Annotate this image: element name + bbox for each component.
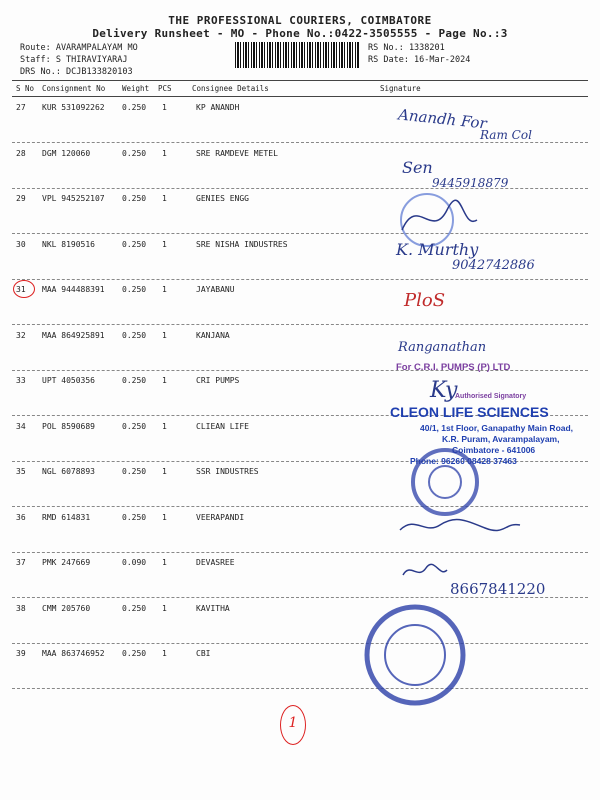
company-title: THE PROFESSIONAL COURIERS, COIMBATORE — [168, 14, 432, 27]
cell-weight: 0.250 — [122, 467, 147, 476]
cell-sno: 32 — [16, 330, 26, 340]
cell-sno: 39 — [16, 649, 26, 658]
signature-27b: Ram Col — [480, 128, 532, 142]
signature-28: Sen — [402, 158, 433, 177]
signature-32: Ranganathan — [398, 340, 487, 355]
cell-pcs: 1 — [162, 603, 167, 613]
cell-sno: 30 — [16, 239, 26, 249]
cell-weight: 0.250 — [122, 285, 147, 294]
bottom-red-mark — [280, 705, 306, 745]
runsheet-subtitle: Delivery Runsheet - MO - Phone No.:0422-3505555 - Page No.:3 — [92, 27, 508, 40]
col-consignment: Consignment No — [42, 84, 106, 93]
col-weight: Weight — [122, 84, 150, 93]
cell-sno: 27 — [16, 103, 26, 112]
signature-30: K. Murthy — [396, 240, 479, 259]
cell-pcs: 1 — [162, 421, 167, 431]
cell-weight: 0.090 — [122, 558, 147, 567]
cell-consignee: SRE RAMDEVE METEL — [196, 148, 278, 158]
cell-sno: 38 — [16, 603, 26, 613]
signature-27: Anandh For — [397, 105, 488, 133]
col-consignee: Consignee Details — [192, 84, 269, 93]
authorised-signatory: Authorised Signatory — [455, 393, 527, 400]
cell-pcs: 1 — [162, 285, 167, 294]
barcode-image — [235, 42, 360, 68]
rs-no-label: RS No.: 1338201 — [368, 43, 445, 53]
stamp-cri-pumps: For C.R.I. PUMPS (P) LTD — [396, 362, 511, 373]
cell-weight: 0.250 — [122, 512, 147, 522]
cell-pcs: 1 — [162, 512, 167, 522]
cell-consignee: JAYABANU — [196, 285, 235, 294]
cell-pcs: 1 — [162, 103, 167, 112]
cell-weight: 0.250 — [122, 603, 147, 613]
cell-pcs: 1 — [162, 558, 167, 567]
cell-consignee: KAVITHA — [196, 603, 230, 613]
stamp-company-name: CLEON LIFE SCIENCES — [390, 404, 549, 420]
cell-consignment: VPL 945252107 — [42, 194, 105, 203]
cell-sno: 31 — [16, 285, 26, 294]
meta-right — [368, 42, 470, 66]
cell-sno: 34 — [16, 421, 26, 431]
table-row — [12, 280, 588, 325]
col-sno: S No — [16, 84, 35, 93]
cell-consignment: MAA 944488391 — [42, 285, 105, 294]
signature-37 — [400, 560, 450, 582]
header-bottom-rule — [12, 96, 588, 97]
cell-consignment: DGM 120060 — [42, 148, 91, 158]
cell-consignment: PMK 247669 — [42, 558, 91, 567]
stamp-line-3: Coimbatore - 641006 — [452, 445, 536, 455]
cell-weight: 0.250 — [122, 376, 147, 385]
meta-left — [20, 42, 138, 78]
cell-pcs: 1 — [162, 376, 167, 385]
cell-sno: 37 — [16, 558, 26, 567]
table-row — [12, 189, 588, 234]
signature-31: PloS — [404, 290, 446, 311]
rs-date-label: RS Date: 16-Mar-2024 — [368, 55, 471, 65]
cell-consignee: SSR INDUSTRES — [196, 467, 259, 476]
cell-consignment: UPT 4050356 — [42, 376, 95, 385]
row-31-circle-mark — [13, 280, 35, 298]
phone-28: 9445918879 — [432, 176, 509, 190]
cell-consignment: MAA 864925891 — [42, 330, 105, 340]
cell-sno: 36 — [16, 512, 26, 522]
stamp-line-4: Phone: 96260 08428 37463 — [410, 456, 517, 466]
table-row — [12, 462, 588, 507]
staff-label: Staff: S THIRAVIYARAJ — [20, 55, 128, 65]
table-row — [12, 644, 588, 689]
bottom-mark-text: 1 — [288, 715, 298, 731]
cell-consignee: KP ANANDH — [196, 103, 240, 112]
cell-weight: 0.250 — [122, 649, 147, 658]
cell-pcs: 1 — [162, 148, 167, 158]
route-label: Route: AVARAMPALAYAM MO — [20, 43, 138, 53]
table-row — [12, 599, 588, 644]
cell-pcs: 1 — [162, 649, 167, 658]
cell-consignee: VEERAPANDI — [196, 512, 245, 522]
col-signature: Signature — [380, 84, 421, 93]
cell-consignment: NKL 8190516 — [42, 239, 95, 249]
round-seal-35 — [400, 445, 490, 520]
cell-weight: 0.250 — [122, 148, 147, 158]
phone-37: 8667841220 — [450, 580, 546, 598]
phone-30: 9042742886 — [452, 258, 535, 273]
cell-pcs: 1 — [162, 467, 167, 476]
cell-pcs: 1 — [162, 239, 167, 249]
signature-33: Ky — [430, 378, 458, 403]
cell-weight: 0.250 — [122, 103, 147, 112]
cell-consignment: POL 8590689 — [42, 421, 95, 431]
header-top-rule — [12, 80, 588, 81]
cell-consignment: NGL 6078893 — [42, 467, 95, 476]
stamp-line-1: 40/1, 1st Floor, Ganapathy Main Road, — [420, 423, 574, 433]
cell-consignment: KUR 531092262 — [42, 103, 105, 112]
cell-pcs: 1 — [162, 194, 167, 203]
col-pcs: PCS — [158, 84, 172, 93]
cell-consignment: RMD 614831 — [42, 512, 91, 522]
cell-sno: 28 — [16, 148, 26, 158]
cell-consignee: CRI PUMPS — [196, 376, 240, 385]
round-seal-39 — [360, 600, 470, 710]
cell-consignment: CMM 205760 — [42, 603, 91, 613]
stamp-line-2: K.R. Puram, Avarampalayam, — [442, 434, 560, 444]
cell-consignee: CLIEAN LIFE — [196, 421, 249, 431]
cell-weight: 0.250 — [122, 330, 147, 340]
cell-weight: 0.250 — [122, 421, 147, 431]
cell-consignee: KANJANA — [196, 330, 230, 340]
cell-consignee: GENIES ENGG — [196, 194, 249, 203]
cell-weight: 0.250 — [122, 194, 147, 203]
signature-36 — [395, 510, 525, 540]
cell-sno: 33 — [16, 376, 26, 385]
cell-pcs: 1 — [162, 330, 167, 340]
cell-consignee: CBI — [196, 649, 211, 658]
drs-label: DRS No.: DCJB133820103 — [20, 67, 133, 77]
cell-weight: 0.250 — [122, 239, 147, 249]
cell-consignee: DEVASREE — [196, 558, 235, 567]
cell-consignment: MAA 863746952 — [42, 649, 105, 658]
cell-consignee: SRE NISHA INDUSTRES — [196, 239, 288, 249]
cell-sno: 35 — [16, 467, 26, 476]
cell-sno: 29 — [16, 194, 26, 203]
